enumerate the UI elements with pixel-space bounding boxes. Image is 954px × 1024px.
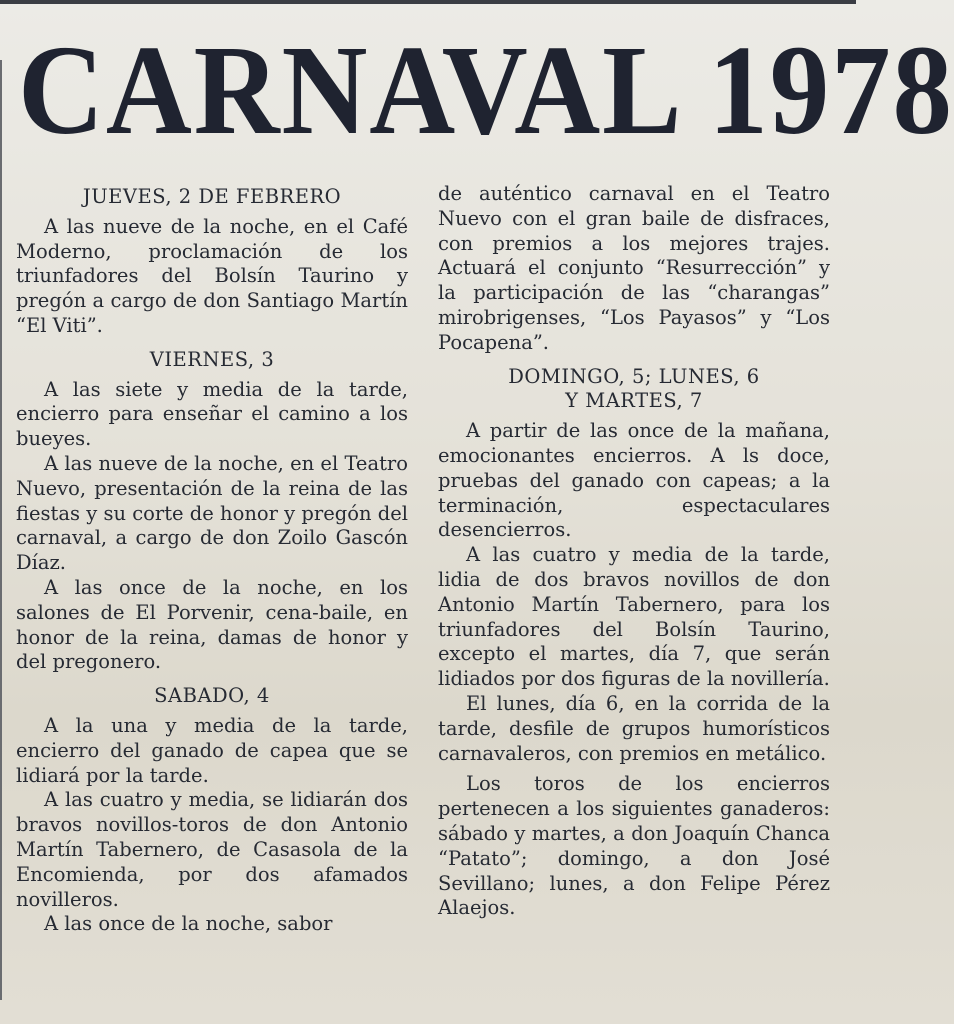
paragraph: A las nueve de la noche, en el Café Moderno, proclamación de los triunfadores del Bolsín Taurino y pregón a cargo de don Santiago Martín “El Viti”. <box>16 214 408 337</box>
paragraph: A partir de las once de la mañana, emocionantes encierros. A ls doce, pruebas del ganado con capeas; a la terminación, espectaculares desencierros. <box>438 419 830 542</box>
paragraph: Los toros de los encierros pertenecen a los siguientes ganaderos: sábado y martes, a don Joaquín Chanca “Patato”; domingo, a don José Sevillano; lunes, a don Felipe Pérez Alaejos. <box>438 772 830 920</box>
heading-viernes: VIERNES, 3 <box>149 347 275 371</box>
heading-jueves: JUEVES, 2 DE FEBRERO <box>82 185 342 208</box>
paragraph: A las once de la noche, en los salones de El Porvenir, cena-baile, en honor de la reina, damas de honor y del pregonero. <box>16 575 408 674</box>
paragraph: A las nueve de la noche, en el Teatro Nuevo, presentación de la reina de las fiestas y su corte de honor y pregón del carnaval, a cargo de don Zoilo Gascón Díaz. <box>16 451 408 575</box>
heading-martes: Y MARTES, 7 <box>565 389 703 413</box>
paragraph: El lunes, día 6, en la corrida de la tarde, desfile de grupos humorísticos carnavaleros, con premios en metálico. <box>438 691 830 765</box>
heading-sabado: SABADO, 4 <box>154 684 270 708</box>
paragraph-continuation: de auténtico carnaval en el Teatro Nuevo con el gran baile de disfraces, con premios a los mejores trajes. Actuará el conjunto “Resurrección” y la participación de las “charangas” mirobrigenses, “Los Payasos” y “Los Pocapena”. <box>438 182 830 354</box>
paragraph: A las once de la noche, sabor <box>44 912 333 936</box>
paragraph: A la una y media de la tarde, encierro del ganado de capea que se lidiará por la tarde. <box>16 713 408 787</box>
paragraph: A las siete y media de la tarde, encierro para enseñar el camino a los bueyes. <box>16 377 408 451</box>
right-column <box>438 182 830 921</box>
left-column-rule <box>0 60 2 1000</box>
left-column <box>16 182 408 937</box>
top-rule <box>0 0 856 4</box>
paragraph: A las cuatro y media de la tarde, lidia de dos bravos novillos de don Antonio Martín Tabernero, para los triunfadores del Bolsín Taurino, excepto el martes, día 7, que serán lidiados por dos figuras de la novillería. <box>438 543 830 691</box>
paragraph: A las cuatro y media, se lidiarán dos bravos novillos-toros de don Antonio Martín Tabernero, de Casasola de la Encomienda, por dos afamados novilleros. <box>16 788 408 911</box>
heading-domingo-lunes: DOMINGO, 5; LUNES, 6 <box>508 364 760 388</box>
page-title: CARNAVAL 1978 <box>18 19 954 161</box>
